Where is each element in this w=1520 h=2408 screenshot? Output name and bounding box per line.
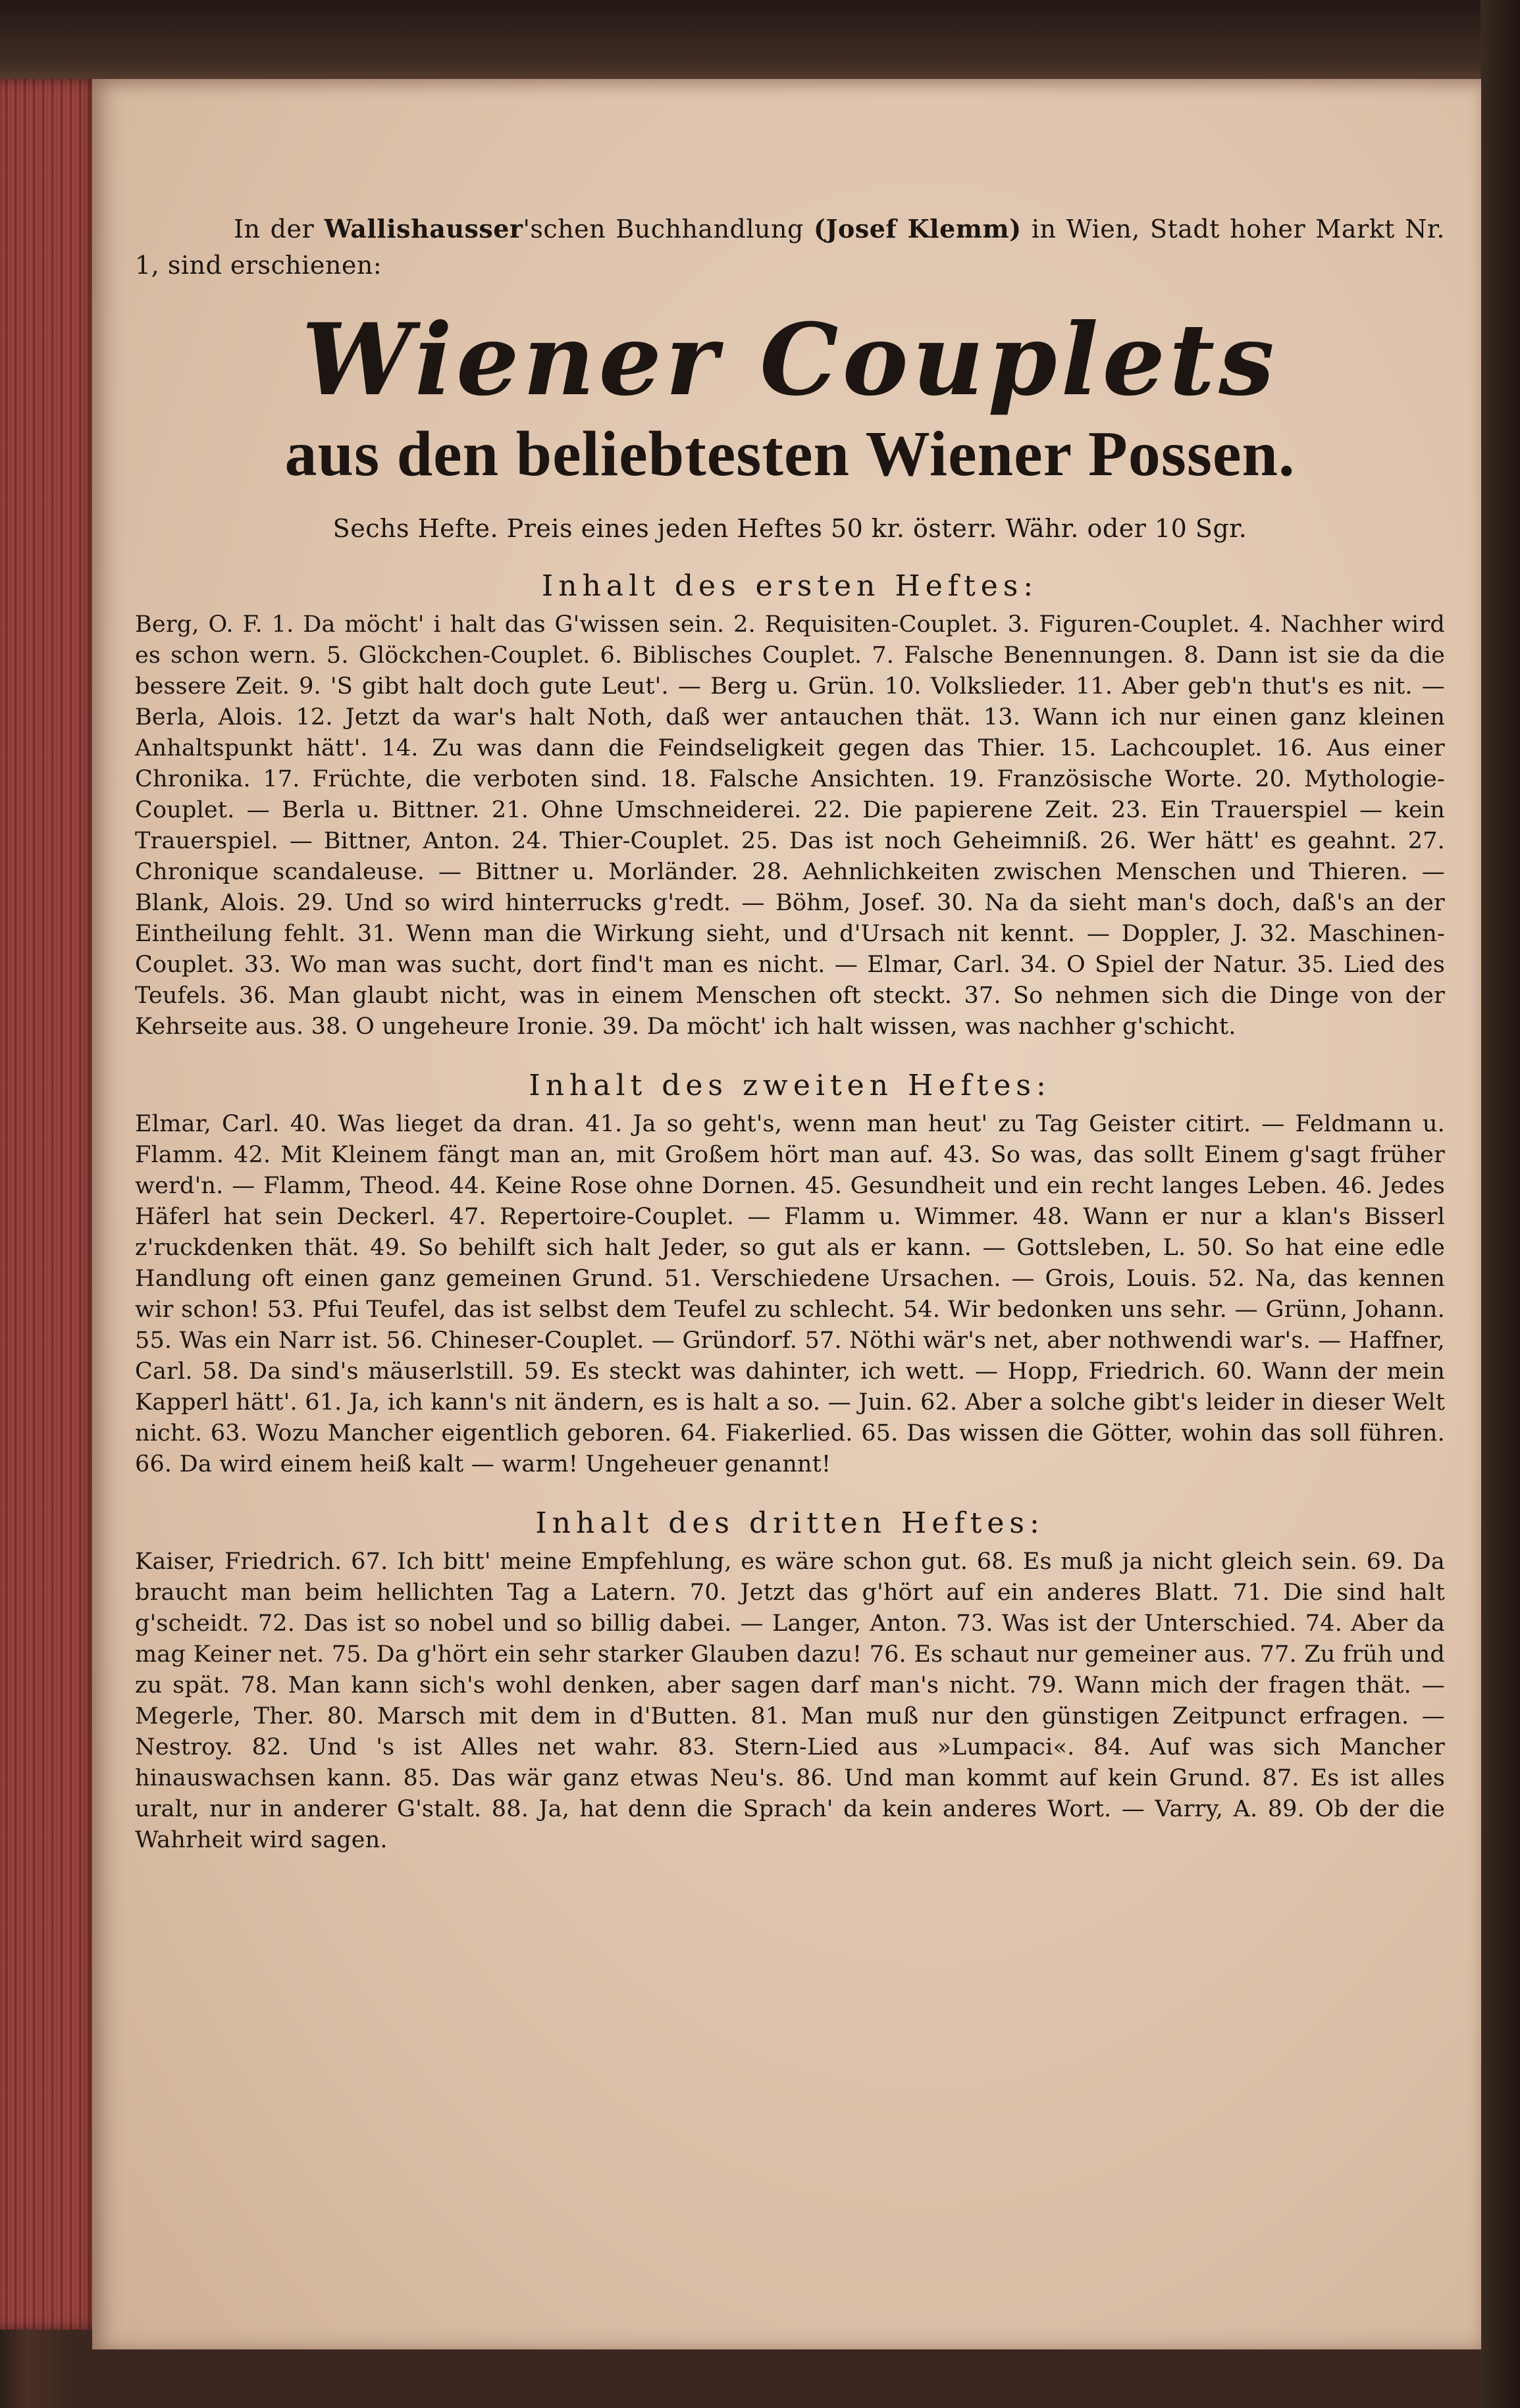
main-title: Wiener Couplets	[301, 302, 1278, 419]
section-heading-2: Inhalt des zweiten Heftes:	[529, 1068, 1051, 1102]
page-content	[135, 211, 1445, 1856]
sub-title: aus den beliebtesten Wiener Possen.	[284, 419, 1296, 490]
section-heading-3: Inhalt des dritten Heftes:	[535, 1506, 1045, 1540]
section-heading-1: Inhalt des ersten Heftes:	[541, 569, 1039, 603]
book-cover-edge	[1481, 0, 1520, 2408]
book-top-shadow	[0, 0, 1520, 86]
publisher-suffix: 'schen Buchhandlung	[523, 215, 804, 243]
section-body-2: Elmar, Carl. 40. Was lieget da dran. 41. Ja so geht's, wenn man heut' zu Tag Geister citirt. — Feldmann u. Flamm. 42. Mit Kleinem fängt man an, mit Großem hört man auf. 43. So was, das sollt Einem g'sagt früher werd'n. — Flamm, Theod. 44. Keine Rose ohne Dornen. 45. Gesundheit und ein recht langes Leben. 46. Jedes Häferl hat sein Deckerl. 47. Repertoire-Couplet. — Flamm u. Wimmer. 48. Wann er nur a klan's Bisserl z'ruckdenken thät. 49. So behilft sich halt Jeder, so gut als er kann. — Gottsleben, L. 50. So hat eine edle Handlung oft einen ganz gemeinen Grund. 51. Verschiedene Ursachen. — Grois, Louis. 52. Na, das kennen wir schon! 53. Pfui Teufel, das ist selbst dem Teufel zu schlecht. 54. Wir bedonken uns sehr. — Grünn, Johann. 55. Was ein Narr ist. 56. Chineser-Couplet. — Gründorf. 57. Nöthi wär's net, aber nothwendi war's. — Haffner, Carl. 58. Da sind's mäuserlstill. 59. Es steckt was dahinter, ich wett. — Hopp, Friedrich. 60. Wann der mein Kapperl hätt'. 61. Ja, ich kann's nit ändern, es is halt a so. — Juin. 62. Aber a solche gibt's leider in dieser Welt nicht. 63. Wozu Mancher eigentlich geboren. 64. Fiakerlied. 65. Das wissen die Götter, wohin das soll führen. 66. Da wird einem heiß kalt — warm! Ungeheuer genannt!	[135, 1110, 1445, 1477]
intro-rest: in Wien, Stadt hoher Markt Nr. 1, sind erschienen:	[135, 215, 1445, 280]
book-spine-edge	[0, 79, 99, 2330]
intro-paragraph	[135, 211, 1445, 284]
price-line: Sechs Hefte. Preis eines jeden Heftes 50 kr. österr. Währ. oder 10 Sgr.	[332, 513, 1247, 543]
publisher-name: Wallishausser	[324, 214, 523, 243]
publisher-owner: (Josef Klemm)	[814, 214, 1022, 243]
section-body-1: Berg, O. F. 1. Da möcht' i halt das G'wissen sein. 2. Requisiten-Couplet. 3. Figuren-Couplet. 4. Nachher wird es schon wern. 5. Glöckchen-Couplet. 6. Biblisches Couplet. 7. Falsche Benennungen. 8. Dann ist sie da die bessere Zeit. 9. 'S gibt halt doch gute Leut'. — Berg u. Grün. 10. Volkslieder. 11. Aber geb'n thut's es nit. — Berla, Alois. 12. Jetzt da war's halt Noth, daß wer antauchen thät. 13. Wann ich nur einen ganz kleinen Anhaltspunkt hätt'. 14. Zu was dann die Feindseligkeit gegen das Thier. 15. Lachcouplet. 16. Aus einer Chronika. 17. Früchte, die verboten sind. 18. Falsche Ansichten. 19. Französische Worte. 20. Mythologie-Couplet. — Berla u. Bittner. 21. Ohne Umschneiderei. 22. Die papierene Zeit. 23. Ein Trauerspiel — kein Trauerspiel. — Bittner, Anton. 24. Thier-Couplet. 25. Das ist noch Geheimniß. 26. Wer hätt' es geahnt. 27. Chronique scandaleuse. — Bittner u. Morländer. 28. Aehnlichkeiten zwischen Menschen und Thieren. — Blank, Alois. 29. Und so wird hinterrucks g'redt. — Böhm, Josef. 30. Na da sieht man's doch, daß's an der Eintheilung fehlt. 31. Wenn man die Wirkung sieht, und d'Ursach nit kennt. — Doppler, J. 32. Maschinen-Couplet. 33. Wo man was sucht, dort find't man es nicht. — Elmar, Carl. 34. O Spiel der Natur. 35. Lied des Teufels. 36. Man glaubt nicht, was in einem Menschen oft steckt. 37. So nehmen sich die Dinge von der Kehrseite aus. 38. O ungeheure Ironie. 39. Da möcht' ich halt wissen, was nachher g'schicht.	[135, 611, 1445, 1040]
intro-prefix: In der	[234, 215, 315, 243]
section-body-3: Kaiser, Friedrich. 67. Ich bitt' meine Empfehlung, es wäre schon gut. 68. Es muß ja nicht gleich sein. 69. Da braucht man beim hellichten Tag a Latern. 70. Jetzt das g'hört auf ein anderes Blatt. 71. Die sind halt g'scheidt. 72. Das ist so nobel und so billig dabei. — Langer, Anton. 73. Was ist der Unterschied. 74. Aber da mag Keiner net. 75. Da g'hört ein sehr starker Glauben dazu! 76. Es schaut nur gemeiner aus. 77. Zu früh und zu spät. 78. Man kann sich's wohl denken, aber sagen darf man's nicht. 79. Wann mich der fragen thät. — Megerle, Ther. 80. Marsch mit dem in d'Butten. 81. Man muß nur den günstigen Zeitpunct erfragen. — Nestroy. 82. Und 's ist Alles net wahr. 83. Stern-Lied aus »Lumpaci«. 84. Auf was sich Mancher hinauswachsen kann. 85. Das wär ganz etwas Neu's. 86. Und man kommt auf kein Grund. 87. Es ist alles uralt, nur in anderer G'stalt. 88. Ja, hat denn die Sprach' da kein anderes Wort. — Varry, A. 89. Ob der die Wahrheit wird sagen.	[135, 1548, 1445, 1853]
